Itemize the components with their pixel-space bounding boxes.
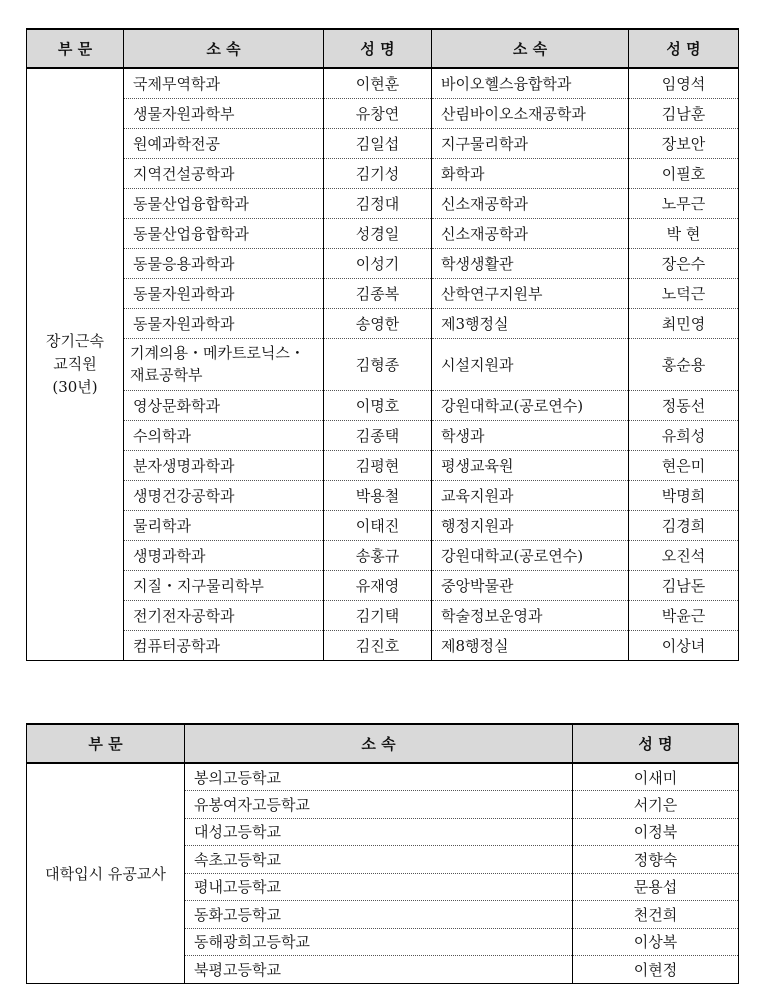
category-label: (30년) [52,377,98,396]
table-row [27,480,739,510]
name-cell: 김평현 [324,450,432,480]
affiliation-cell: 생물자원과학부 [124,98,324,128]
affiliation-cell: 동물산업융합학과 [124,218,324,248]
table-row [27,308,739,338]
name-cell: 김정대 [324,188,432,218]
header-name: 성 명 [573,724,739,763]
category-label: 교직원 [53,354,97,373]
header-row [27,29,739,68]
affiliation-cell: 전기전자공학과 [124,600,324,630]
affiliation-cell: 유봉여자고등학교 [185,791,573,819]
category-cell [27,68,124,660]
affiliation-cell: 동물자원과학과 [124,308,324,338]
affiliation-cell: 강원대학교(공로연수) [432,390,629,420]
long-service-table [26,28,739,661]
affiliation-cell: 제3행정실 [432,308,629,338]
name-cell: 현은미 [629,450,739,480]
header-affiliation: 소 속 [432,29,629,68]
name-cell: 최민영 [629,308,739,338]
name-cell: 김남훈 [629,98,739,128]
table-row [27,540,739,570]
name-cell: 유재영 [324,570,432,600]
name-cell: 서기은 [573,791,739,819]
name-cell: 정향숙 [573,846,739,874]
affiliation-cell: 대성고등학교 [185,818,573,846]
name-cell: 문용섭 [573,873,739,901]
affiliation-cell: 신소재공학과 [432,218,629,248]
name-cell: 이필호 [629,158,739,188]
affiliation-cell: 원예과학전공 [124,128,324,158]
table-row [27,420,739,450]
name-cell: 이태진 [324,510,432,540]
name-cell: 김기성 [324,158,432,188]
table-row [27,158,739,188]
affiliation-cell: 동물산업융합학과 [124,188,324,218]
header-division: 부 문 [27,724,185,763]
name-cell: 김일섭 [324,128,432,158]
affiliation-cell: 바이오헬스융합학과 [432,68,629,98]
affiliation-cell: 동해광희고등학교 [185,928,573,956]
name-cell: 박용철 [324,480,432,510]
name-cell: 이명호 [324,390,432,420]
affiliation-cell: 속초고등학교 [185,846,573,874]
affiliation-cell: 분자생명과학과 [124,450,324,480]
name-cell: 송홍규 [324,540,432,570]
name-cell: 김진호 [324,630,432,660]
table-body [27,763,739,983]
name-cell: 홍순용 [629,338,739,390]
affiliation-cell: 기계의용・메카트로닉스・재료공학부 [124,338,324,390]
name-cell: 유창연 [324,98,432,128]
affiliation-cell: 동화고등학교 [185,901,573,929]
table-row [27,600,739,630]
name-cell: 김종복 [324,278,432,308]
name-cell: 박윤근 [629,600,739,630]
table-body [27,68,739,660]
affiliation-cell: 행정지원과 [432,510,629,540]
affiliation-cell: 교육지원과 [432,480,629,510]
header-name: 성 명 [629,29,739,68]
name-cell: 성경일 [324,218,432,248]
header-division: 부 문 [27,29,124,68]
name-cell: 유희성 [629,420,739,450]
affiliation-cell: 산림바이오소재공학과 [432,98,629,128]
name-cell: 장은수 [629,248,739,278]
affiliation-cell: 봉의고등학교 [185,763,573,791]
affiliation-cell: 학생과 [432,420,629,450]
affiliation-cell: 중앙박물관 [432,570,629,600]
affiliation-cell: 물리학과 [124,510,324,540]
affiliation-cell: 동물응용과학과 [124,248,324,278]
table-row [27,248,739,278]
header-affiliation: 소 속 [124,29,324,68]
affiliation-cell: 지역건설공학과 [124,158,324,188]
table-row [27,390,739,420]
affiliation-cell: 북평고등학교 [185,956,573,984]
table-row [27,630,739,660]
name-cell: 노무근 [629,188,739,218]
name-cell: 이상녀 [629,630,739,660]
name-cell: 임영석 [629,68,739,98]
name-cell: 김형종 [324,338,432,390]
table-row [27,98,739,128]
table-row [27,510,739,540]
name-cell: 송영한 [324,308,432,338]
affiliation-cell: 지구물리학과 [432,128,629,158]
name-cell: 이상복 [573,928,739,956]
name-cell: 김남돈 [629,570,739,600]
table-row [27,278,739,308]
table-row [27,188,739,218]
affiliation-cell: 생명과학과 [124,540,324,570]
affiliation-cell: 신소재공학과 [432,188,629,218]
category-cell: 대학입시 유공교사 [27,763,185,983]
table-row [27,338,739,390]
name-cell: 천건희 [573,901,739,929]
name-cell: 이정북 [573,818,739,846]
name-cell: 오진석 [629,540,739,570]
name-cell: 김종택 [324,420,432,450]
affiliation-cell: 지질・지구물리학부 [124,570,324,600]
affiliation-cell: 학생생활관 [432,248,629,278]
affiliation-cell: 산학연구지원부 [432,278,629,308]
name-cell: 박 현 [629,218,739,248]
affiliation-cell: 생명건강공학과 [124,480,324,510]
header-affiliation: 소 속 [185,724,573,763]
table-row [27,450,739,480]
affiliation-cell: 평내고등학교 [185,873,573,901]
name-cell: 이성기 [324,248,432,278]
table-row [27,128,739,158]
affiliation-cell: 제8행정실 [432,630,629,660]
name-cell: 박명희 [629,480,739,510]
admission-teachers-table [26,723,739,984]
name-cell: 정동선 [629,390,739,420]
header-name: 성 명 [324,29,432,68]
name-cell: 이현훈 [324,68,432,98]
table-row [27,218,739,248]
header-row [27,724,739,763]
table-row [27,68,739,98]
affiliation-cell: 화학과 [432,158,629,188]
affiliation-cell: 국제무역학과 [124,68,324,98]
name-cell: 이새미 [573,763,739,791]
affiliation-cell: 영상문화학과 [124,390,324,420]
name-cell: 이현정 [573,956,739,984]
table-row [27,763,739,791]
affiliation-cell: 평생교육원 [432,450,629,480]
affiliation-cell: 수의학과 [124,420,324,450]
affiliation-cell: 동물자원과학과 [124,278,324,308]
name-cell: 장보안 [629,128,739,158]
affiliation-cell: 강원대학교(공로연수) [432,540,629,570]
category-label: 장기근속 [46,331,104,350]
table-row [27,570,739,600]
affiliation-cell: 학술정보운영과 [432,600,629,630]
affiliation-cell: 시설지원과 [432,338,629,390]
name-cell: 김경희 [629,510,739,540]
affiliation-cell: 컴퓨터공학과 [124,630,324,660]
name-cell: 김기택 [324,600,432,630]
name-cell: 노덕근 [629,278,739,308]
